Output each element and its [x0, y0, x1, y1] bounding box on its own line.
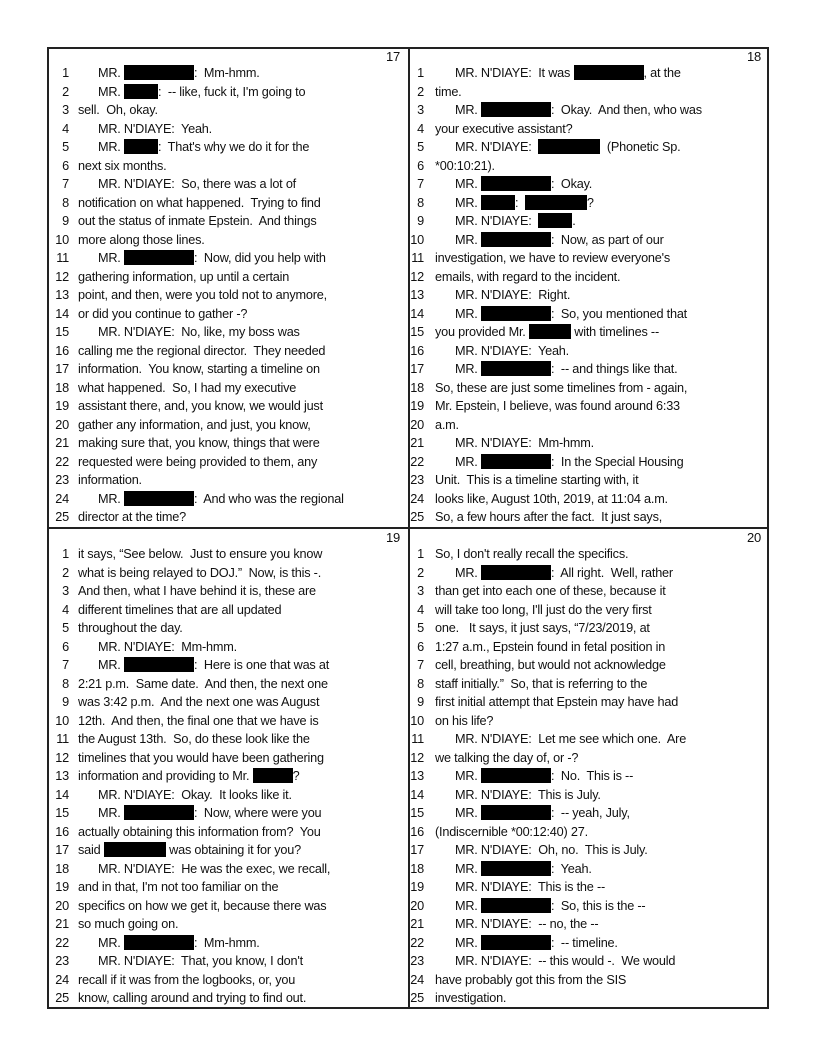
line-number: 17 [55, 843, 69, 857]
line-number: 9 [62, 695, 69, 709]
line-number: 5 [417, 621, 424, 635]
text-segment: MR. N'DIAYE: Oh, no. This is July. [435, 843, 648, 857]
text-segment: (Phonetic Sp. [600, 140, 681, 154]
text-segment: it says, “See below. Just to ensure you know [78, 547, 323, 561]
line-number: 4 [417, 602, 424, 617]
line-number: 22 [410, 454, 424, 469]
line-number: 21 [410, 917, 424, 931]
line-number: 7 [62, 177, 69, 191]
text-segment: MR. N'DIAYE: So, there was a lot of [78, 177, 297, 191]
text-segment: : So, this is the -- [550, 898, 646, 913]
line-number: 14 [410, 306, 424, 321]
line-number: 13 [410, 769, 424, 783]
line-number: 25 [410, 991, 424, 1005]
line-number: 11 [411, 251, 424, 265]
text-segment: : Mm-hmm. [193, 935, 260, 950]
text-segment: MR. [435, 195, 481, 210]
text-segment: So, these are just some timelines from - again, [435, 380, 688, 395]
text-segment: requested were being provided to them, any [78, 454, 318, 469]
line-number: 1 [62, 66, 69, 80]
text-segment: : [514, 195, 525, 210]
text-segment: : -- and things like that. [550, 362, 678, 376]
page-number: 19 [385, 530, 400, 545]
text-segment: MR. N'DIAYE: It was [435, 66, 574, 80]
text-segment: MR. N'DIAYE: [435, 140, 539, 154]
text-segment: recall if it was from the logbooks, or, you [78, 972, 296, 987]
line-number: 5 [62, 621, 69, 635]
line-number: 24 [55, 972, 69, 987]
line-number: 4 [62, 121, 69, 136]
text-segment: have probably got this from the SIS [435, 972, 627, 987]
line-number: 4 [62, 602, 69, 617]
text-segment: first initial attempt that Epstein may have had [435, 695, 679, 709]
text-segment: MR. [78, 658, 124, 672]
line-number: 18 [55, 861, 69, 876]
text-segment: MR. [78, 935, 124, 950]
line-number: 5 [62, 140, 69, 154]
line-number: 1 [417, 66, 424, 80]
line-number: 9 [62, 214, 69, 228]
page-number: 18 [746, 49, 761, 64]
text-segment: MR. N'DIAYE: Right. [435, 288, 571, 302]
line-number: 19 [55, 880, 69, 894]
line-number: 3 [417, 103, 424, 117]
line-number: 8 [417, 195, 424, 210]
text-segment: or did you continue to gather -? [78, 306, 248, 321]
line-number: 25 [55, 510, 69, 524]
line-number: 8 [62, 195, 69, 210]
line-number: 12 [55, 269, 69, 284]
line-number: 11 [411, 732, 424, 746]
line-number: 20 [55, 417, 69, 432]
text-segment: one. It says, it just says, “7/23/2019, at [435, 621, 650, 635]
text-segment: was 3:42 p.m. And the next one was August [78, 695, 320, 709]
line-number: 6 [62, 158, 69, 173]
line-number: 14 [410, 787, 424, 802]
line-number: 6 [417, 639, 424, 654]
line-number: 16 [410, 343, 424, 358]
text-segment: out the status of inmate Epstein. And things [78, 214, 317, 228]
line-number: 18 [410, 861, 424, 876]
line-number: 14 [55, 787, 69, 802]
text-segment: you provided Mr. [435, 325, 529, 339]
text-segment: Mr. Epstein, I believe, was found around 6:33 [435, 399, 680, 413]
text-segment: director at the time? [78, 510, 186, 524]
text-segment: your executive assistant? [435, 121, 573, 136]
page-number: 17 [385, 49, 400, 64]
text-segment: 12th. And then, the final one that we have is [78, 713, 319, 728]
text-segment: point, and then, were you told not to anymore, [78, 288, 327, 302]
line-number: 17 [410, 362, 424, 376]
text-segment: calling me the regional director. They needed [78, 343, 326, 358]
text-segment: said [78, 843, 104, 857]
text-segment: : So, you mentioned that [550, 306, 687, 321]
line-number: 17 [55, 362, 69, 376]
text-segment: a.m. [435, 417, 459, 432]
text-segment: MR. [435, 898, 481, 913]
text-segment: ? [292, 769, 300, 783]
text-segment: So, a few hours after the fact. It just says, [435, 510, 663, 524]
text-segment: MR. [435, 103, 481, 117]
line-number: 3 [62, 103, 69, 117]
line-number: 21 [55, 436, 69, 450]
line-number: 2 [62, 565, 69, 580]
line-number: 19 [55, 399, 69, 413]
line-number: 15 [410, 806, 424, 820]
text-segment: was obtaining it for you? [165, 843, 301, 857]
text-segment: staff initially.” So, that is referring to the [435, 676, 648, 691]
line-number: 6 [62, 639, 69, 654]
line-number: 23 [410, 473, 424, 487]
text-segment: what is being relayed to DOJ.” Now, is this -. [78, 565, 322, 580]
text-segment: sell. Oh, okay. [78, 103, 158, 117]
text-segment: : Here is one that was at [193, 658, 330, 672]
text-segment: MR. N'DIAYE: This is July. [435, 787, 601, 802]
line-number: 6 [417, 158, 424, 173]
text-segment: MR. N'DIAYE: He was the exec, we recall, [78, 861, 331, 876]
text-segment: cell, breathing, but would not acknowledge [435, 658, 666, 672]
text-segment: specifics on how we get it, because there was [78, 898, 327, 913]
text-segment: : And who was the regional [193, 491, 344, 506]
text-segment: MR. [78, 491, 124, 506]
line-number: 12 [55, 750, 69, 765]
line-number: 23 [410, 954, 424, 968]
line-number: 3 [62, 584, 69, 598]
line-number: 13 [410, 288, 424, 302]
line-number: 13 [55, 769, 69, 783]
line-number: 20 [410, 417, 424, 432]
text-segment: MR. [435, 935, 481, 950]
line-number: 2 [62, 84, 69, 99]
text-segment: information. You know, starting a timeline on [78, 362, 320, 376]
text-segment: looks like, August 10th, 2019, at 11:04 a.m. [435, 491, 668, 506]
text-segment: MR. [435, 362, 481, 376]
text-segment: And then, what I have behind it is, these are [78, 584, 316, 598]
text-segment: : Okay. [550, 177, 593, 191]
line-number: 24 [410, 491, 424, 506]
text-segment: next six months. [78, 158, 167, 173]
line-number: 24 [410, 972, 424, 987]
line-number: 22 [55, 935, 69, 950]
line-number: 18 [55, 380, 69, 395]
text-segment: MR. N'DIAYE: Mm-hmm. [435, 436, 594, 450]
text-segment: with timelines -- [570, 325, 659, 339]
text-segment: MR. [78, 84, 124, 99]
line-number: 8 [62, 676, 69, 691]
text-segment: MR. [435, 454, 481, 469]
line-number: 1 [417, 547, 424, 561]
line-number: 7 [62, 658, 69, 672]
line-number: 23 [55, 473, 69, 487]
text-segment: MR. N'DIAYE: -- no, the -- [435, 917, 599, 931]
line-number: 12 [410, 269, 424, 284]
text-segment: So, I don't really recall the specifics. [435, 547, 629, 561]
text-segment: we talking the day of, or -? [435, 750, 579, 765]
text-segment: MR. N'DIAYE: This is the -- [435, 880, 605, 894]
line-number: 9 [417, 214, 424, 228]
line-number: 20 [410, 898, 424, 913]
text-segment: emails, with regard to the incident. [435, 269, 621, 284]
text-segment: assistant there, and, you know, we would just [78, 399, 323, 413]
line-number: 20 [55, 898, 69, 913]
line-number: 10 [410, 713, 424, 728]
text-segment: ? [586, 195, 594, 210]
line-number: 9 [417, 695, 424, 709]
text-segment: MR. N'DIAYE: Mm-hmm. [78, 639, 237, 654]
line-number: 19 [410, 880, 424, 894]
text-segment: notification on what happened. Trying to find [78, 195, 321, 210]
text-segment: MR. [435, 232, 481, 247]
page-number: 20 [746, 530, 761, 545]
line-number: 25 [410, 510, 424, 524]
text-segment: gathering information, up until a certain [78, 269, 290, 284]
line-number: 22 [410, 935, 424, 950]
text-segment: MR. N'DIAYE: [435, 214, 539, 228]
text-segment: know, calling around and trying to find out. [78, 991, 307, 1005]
text-segment: MR. [78, 66, 124, 80]
line-number: 2 [417, 84, 424, 99]
line-number: 10 [410, 232, 424, 247]
line-number: 22 [55, 454, 69, 469]
line-number: 11 [56, 732, 69, 746]
text-segment: MR. [435, 306, 481, 321]
line-number: 16 [55, 343, 69, 358]
line-number: 16 [410, 824, 424, 839]
line-number: 24 [55, 491, 69, 506]
text-segment: time. [435, 84, 462, 99]
text-segment: different timelines that are all updated [78, 602, 282, 617]
text-segment: MR. N'DIAYE: Yeah. [435, 343, 569, 358]
line-number: 10 [55, 232, 69, 247]
text-segment: on his life? [435, 713, 494, 728]
line-number: 21 [410, 436, 424, 450]
text-segment: : Now, where were you [193, 806, 322, 820]
text-segment: investigation, we have to review everyone's [435, 251, 671, 265]
page-border [47, 47, 769, 1009]
text-segment: . [572, 214, 576, 228]
line-number: 8 [417, 676, 424, 691]
line-number: 21 [55, 917, 69, 931]
text-segment: MR. N'DIAYE: No, like, my boss was [78, 325, 300, 339]
text-segment: making sure that, you know, things that were [78, 436, 320, 450]
text-segment: 2:21 p.m. Same date. And then, the next one [78, 676, 328, 691]
text-segment: MR. N'DIAYE: Let me see which one. Are [435, 732, 687, 746]
line-number: 12 [410, 750, 424, 765]
text-segment: : -- yeah, July, [550, 806, 630, 820]
text-segment: information. [78, 473, 142, 487]
text-segment: MR. N'DIAYE: Okay. It looks like it. [78, 787, 292, 802]
text-segment: : -- timeline. [550, 935, 618, 950]
text-segment: throughout the day. [78, 621, 183, 635]
line-number: 14 [55, 306, 69, 321]
line-number: 18 [410, 380, 424, 395]
line-number: 19 [410, 399, 424, 413]
line-number: 5 [417, 140, 424, 154]
text-segment: MR. [78, 806, 124, 820]
line-number: 10 [55, 713, 69, 728]
text-segment: will take too long, I'll just do the very first [435, 602, 652, 617]
text-segment: , at the [643, 66, 681, 80]
text-segment: : All right. Well, rather [550, 565, 673, 580]
text-segment: and in that, I'm not too familiar on the [78, 880, 279, 894]
text-segment: information and providing to Mr. [78, 769, 253, 783]
line-number: 17 [410, 843, 424, 857]
line-number: 4 [417, 121, 424, 136]
text-segment: timelines that you would have been gathering [78, 750, 324, 765]
line-number: 7 [417, 177, 424, 191]
text-segment: : In the Special Housing [550, 454, 684, 469]
text-segment: MR. N'DIAYE: That, you know, I don't [78, 954, 303, 968]
line-number: 11 [56, 251, 69, 265]
text-segment: 1:27 a.m., Epstein found in fetal position in [435, 639, 666, 654]
text-segment: MR. [78, 251, 124, 265]
text-segment: so much going on. [78, 917, 179, 931]
text-segment: : Now, did you help with [193, 251, 326, 265]
text-segment: : Mm-hmm. [193, 66, 260, 80]
line-number: 13 [55, 288, 69, 302]
line-number: 3 [417, 584, 424, 598]
text-segment: MR. [78, 140, 124, 154]
line-number: 23 [55, 954, 69, 968]
text-segment: : Yeah. [550, 861, 592, 876]
text-segment: gather any information, and just, you know, [78, 417, 311, 432]
text-segment: (Indiscernible *00:12:40) 27. [435, 824, 588, 839]
text-segment: : Okay. And then, who was [550, 103, 702, 117]
text-segment: MR. [435, 565, 481, 580]
text-segment: Unit. This is a timeline starting with, it [435, 473, 639, 487]
text-segment: : Now, as part of our [550, 232, 664, 247]
text-segment: more along those lines. [78, 232, 205, 247]
text-segment: MR. [435, 806, 481, 820]
line-number: 2 [417, 565, 424, 580]
text-segment: what happened. So, I had my executive [78, 380, 297, 395]
line-number: 1 [62, 547, 69, 561]
text-segment: MR. N'DIAYE: Yeah. [78, 121, 212, 136]
text-segment: *00:10:21). [435, 158, 495, 173]
line-number: 15 [55, 325, 69, 339]
transcript-grid [47, 47, 769, 1009]
line-number: 15 [55, 806, 69, 820]
text-segment: MR. N'DIAYE: -- this would -. We would [435, 954, 676, 968]
line-number: 16 [55, 824, 69, 839]
text-segment: than get into each one of these, because it [435, 584, 666, 598]
text-segment: the August 13th. So, do these look like the [78, 732, 310, 746]
text-segment: : That's why we do it for the [157, 140, 310, 154]
line-number: 7 [417, 658, 424, 672]
text-segment: MR. [435, 861, 481, 876]
text-segment: actually obtaining this information from? You [78, 824, 321, 839]
line-number: 25 [55, 991, 69, 1005]
text-segment: : No. This is -- [550, 769, 634, 783]
text-segment: : -- like, fuck it, I'm going to [157, 84, 306, 99]
line-number: 15 [410, 325, 424, 339]
text-segment: investigation. [435, 991, 507, 1005]
text-segment: MR. [435, 769, 481, 783]
text-segment: MR. [435, 177, 481, 191]
